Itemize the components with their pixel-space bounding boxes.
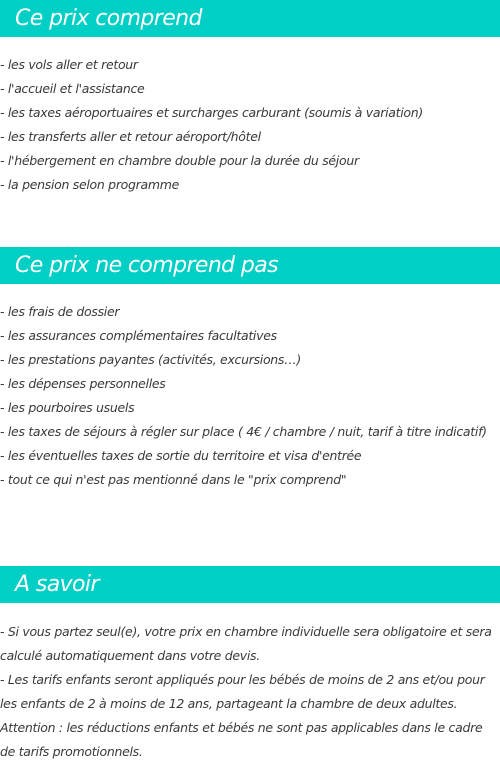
- list-item: - les vols aller et retour: [0, 57, 138, 72]
- list-item: - les prestations payantes (activités, excursions…): [0, 352, 301, 367]
- list-item: - Si vous partez seul(e), votre prix en chambre individuelle sera obligatoire et sera calculé automatiquement dans votre devis.: [0, 624, 492, 663]
- list-item: - les taxes aéroportuaires et surcharges carburant (soumis à variation): [0, 105, 423, 120]
- list-item: - la pension selon programme: [0, 177, 179, 192]
- section-header-a-savoir: [0, 566, 500, 603]
- list-item: - l'hébergement en chambre double pour la durée du séjour: [0, 153, 359, 168]
- section-title: A savoir: [15, 572, 99, 597]
- section-header-prix-ne-comprend-pas: [0, 247, 500, 284]
- list-item: - les taxes de séjours à régler sur place ( 4€ / chambre / nuit, tarif à titre indicatif): [0, 424, 487, 439]
- list-item: - les éventuelles taxes de sortie du territoire et visa d'entrée: [0, 448, 362, 463]
- list-item: Attention : les réductions enfants et bébés ne sont pas applicables dans le cadre de tarifs promotionnels.: [0, 720, 483, 759]
- list-item: - les transferts aller et retour aéroport/hôtel: [0, 129, 261, 144]
- section-title: Ce prix comprend: [15, 6, 202, 31]
- list-item: - tout ce qui n'est pas mentionné dans le "prix comprend": [0, 472, 347, 487]
- list-item: - les frais de dossier: [0, 304, 120, 319]
- list-item: - les assurances complémentaires facultatives: [0, 328, 277, 343]
- list-item: - Les tarifs enfants seront appliqués pour les bébés de moins de 2 ans et/ou pour les enfants de 2 à moins de 12 ans, partageant la chambre de deux adultes.: [0, 672, 485, 711]
- list-item: - les dépenses personnelles: [0, 376, 166, 391]
- excluded-list: [0, 300, 500, 492]
- included-list: [0, 53, 500, 197]
- list-item: - les pourboires usuels: [0, 400, 135, 415]
- list-item: - l'accueil et l'assistance: [0, 81, 145, 96]
- info-list: [0, 620, 500, 764]
- section-title: Ce prix ne comprend pas: [15, 253, 279, 278]
- section-header-prix-comprend: [0, 0, 500, 37]
